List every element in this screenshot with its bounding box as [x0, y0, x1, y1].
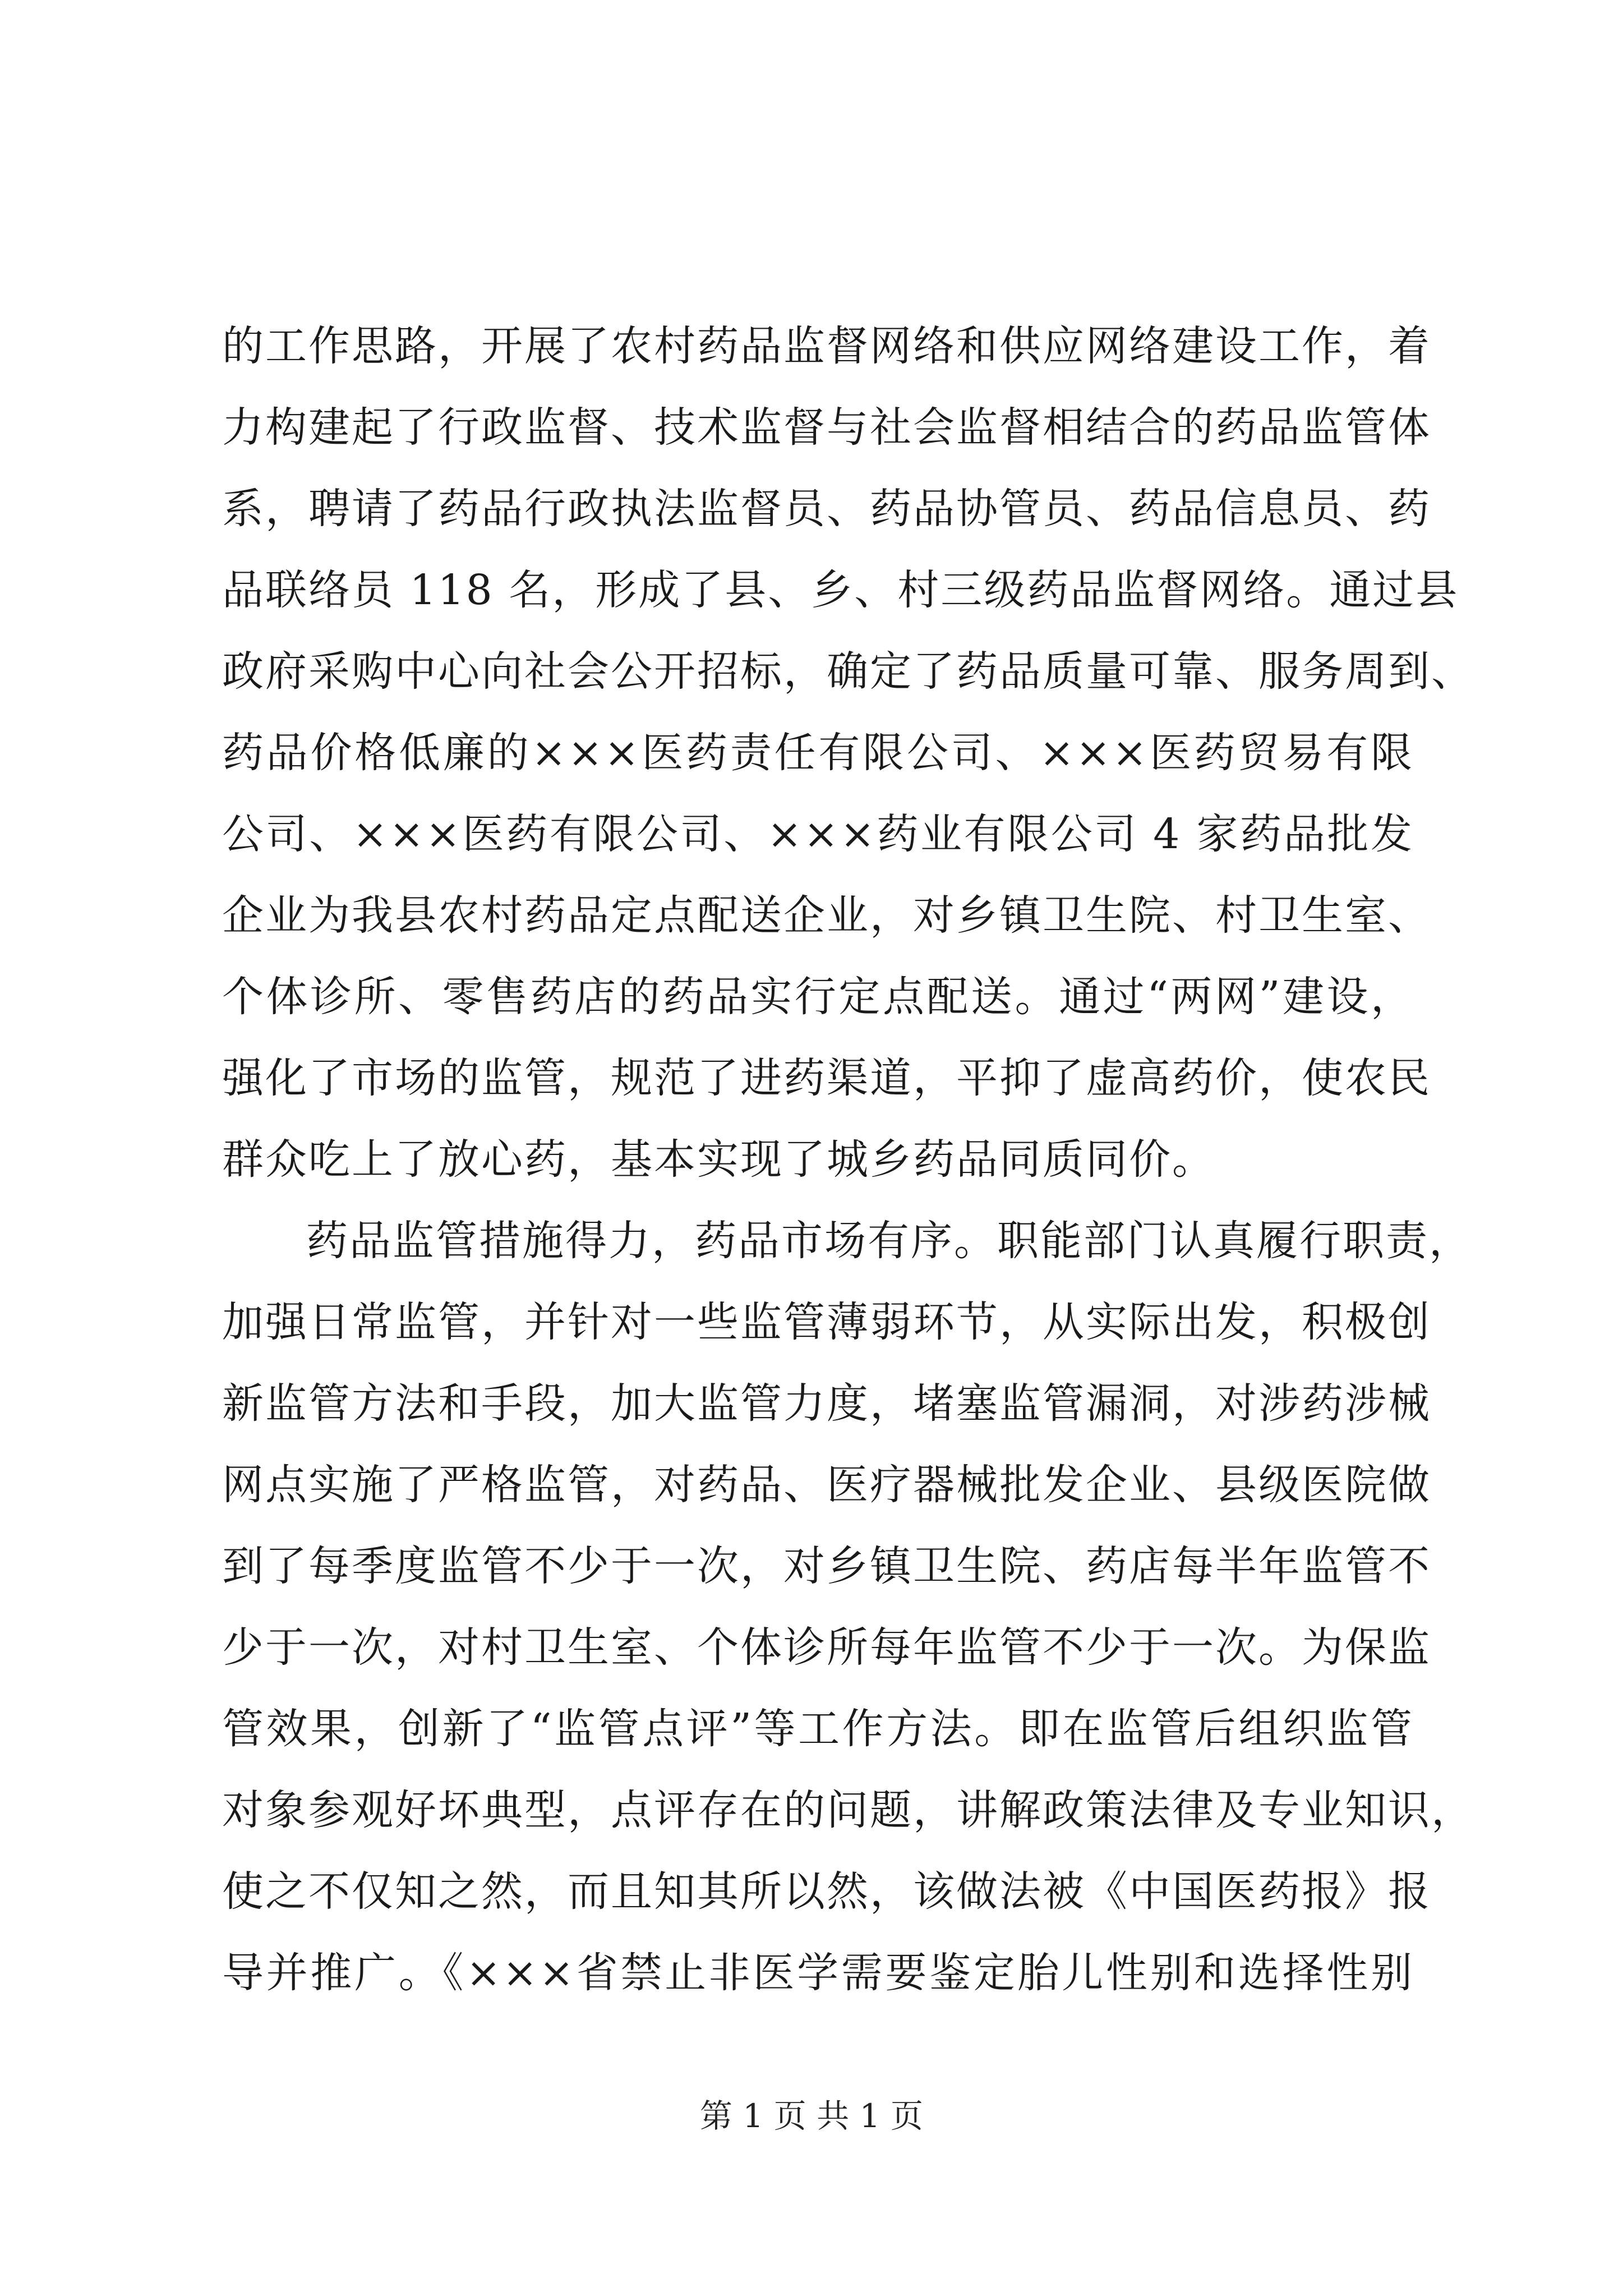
text-line: 品联络员 118 名，形成了县、乡、村三级药品监督网络。通过县	[222, 566, 1459, 614]
text-line: 个体诊所、零售药店的药品实行定点配送。通过“两网”建设，	[222, 973, 1414, 1021]
text-line: 使之不仅知之然，而且知其所以然，该做法被《中国医药报》报	[222, 1867, 1431, 1916]
text-line: 力构建起了行政监督、技术监督与社会监督相结合的药品监管体	[222, 403, 1431, 452]
text-line: 导并推广。《×××省禁止非医学需要鉴定胎儿性别和选择性别	[222, 1949, 1414, 1997]
text-line: 强化了市场的监管，规范了进药渠道，平抑了虚高药价，使农民	[222, 1054, 1431, 1102]
text-line: 到了每季度监管不少于一次，对乡镇卫生院、药店每半年监管不	[222, 1542, 1431, 1590]
text-line: 的工作思路，开展了农村药品监督网络和供应网络建设工作，着	[222, 322, 1431, 370]
text-line: 少于一次，对村卫生室、个体诊所每年监管不少于一次。为保监	[222, 1623, 1431, 1672]
text-line: 系，聘请了药品行政执法监督员、药品协管员、药品信息员、药	[222, 485, 1431, 533]
text-line: 管效果，创新了“监管点评”等工作方法。即在监管后组织监管	[222, 1705, 1414, 1753]
text-line: 加强日常监管，并针对一些监管薄弱环节，从实际出发，积极创	[222, 1298, 1431, 1346]
page-number-label: 第 1 页 共 1 页	[700, 2097, 923, 2135]
text-line: 公司、×××医药有限公司、×××药业有限公司 4 家药品批发	[222, 810, 1414, 858]
page-footer	[0, 2090, 1623, 2137]
text-line: 对象参观好坏典型，点评存在的问题，讲解政策法律及专业知识，	[222, 1786, 1474, 1834]
text-line: 药品价格低廉的×××医药责任有限公司、×××医药贸易有限	[222, 729, 1414, 777]
text-line: 企业为我县农村药品定点配送企业，对乡镇卫生院、村卫生室、	[222, 891, 1431, 940]
text-line: 群众吃上了放心药，基本实现了城乡药品同质同价。	[222, 1135, 1215, 1184]
document-body	[222, 306, 1474, 2014]
text-line: 政府采购中心向社会公开招标，确定了药品质量可靠、服务周到、	[222, 647, 1474, 696]
text-line: 药品监管措施得力，药品市场有序。职能部门认真履行职责，	[306, 1217, 1472, 1265]
text-line: 网点实施了严格监管，对药品、医疗器械批发企业、县级医院做	[222, 1461, 1431, 1509]
text-line: 新监管方法和手段，加大监管力度，堵塞监管漏洞，对涉药涉械	[222, 1379, 1431, 1428]
